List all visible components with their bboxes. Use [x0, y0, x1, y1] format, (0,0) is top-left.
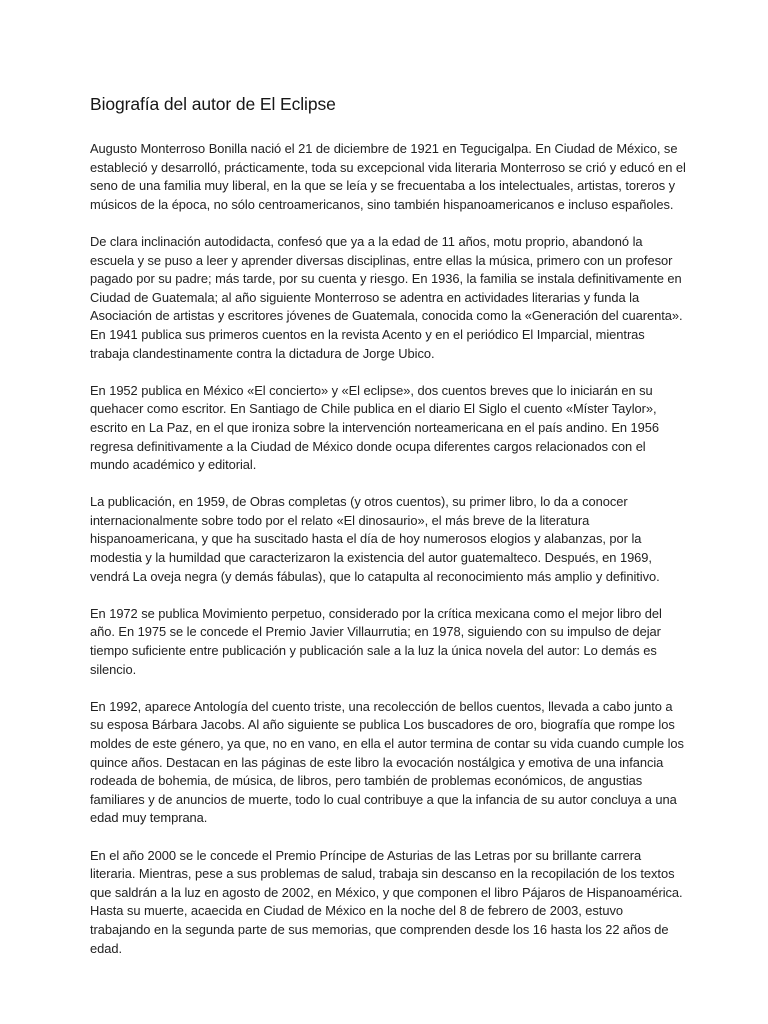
document-title: Biografía del autor de El Eclipse [90, 94, 336, 114]
paragraph-antologia: En 1992, aparece Antología del cuento triste, una recolección de bellos cuentos, llevada a cabo junto a su esposa Bárbara Jacobs. Al año siguiente se publica Los buscadores de oro, biografía que rompe los moldes de este género, ya que, no en vano, en ella el autor termina de contar su vida cuando cumple los quince años. Destacan en las páginas de este libro la evocación nostálgica y emotiva de una infancia rodeada de bohemia, de música, de libros, pero también de problemas económicos, de angustias familiares y de anuncios de muerte, todo lo cual contribuye a que la infancia de su autor concluya a una edad muy temprana. [90, 698, 684, 826]
paragraph-education: De clara inclinación autodidacta, confesó que ya a la edad de 11 años, motu proprio, abandonó la escuela y se puso a leer y aprender diversas disciplinas, entre ellas la música, primero con un profesor pagado por su padre; más tarde, por su cuenta y riesgo. En 1936, la familia se instala definitivamente en Ciudad de Guatemala; al año siguiente Monterroso se adentra en actividades literarias y funda la Asociación de artistas y escritores jóvenes de Guatemala, conocida como la «Generación del cuarenta». En 1941 publica sus primeros cuentos en la revista Acento y en el periódico El Imparcial, mientras trabaja clandestinamente contra la dictadura de Jorge Ubico. [90, 233, 683, 361]
paragraph-late-years: En el año 2000 se le concede el Premio Príncipe de Asturias de las Letras por su brillante carrera literaria. Mientras, pese a sus problemas de salud, trabaja sin descanso en la recopilación de los textos que saldrán a la luz en agosto de 2002, en México, y que componen el libro Pájaros de Hispanoamérica. Hasta su muerte, acaecida en Ciudad de México en la noche del 8 de febrero de 2003, estuvo trabajando en la segunda parte de sus memorias, que comprenden desde los 16 hasta los 22 años de edad. [90, 847, 683, 956]
paragraph-birth: Augusto Monterroso Bonilla nació el 21 de diciembre de 1921 en Tegucigalpa. En Ciudad de México, se estableció y desarrolló, prácticamente, toda su excepcional vida literaria Monterroso se crió y educó en el seno de una familia muy liberal, en la que se leía y se frecuentaba a los intelectuales, artistas, toreros y músicos de la época, no sólo centroamericanos, sino también hispanoamericanos e incluso españoles. [90, 141, 686, 212]
paragraph-movimiento-perpetuo: En 1972 se publica Movimiento perpetuo, considerado por la crítica mexicana como el mejor libro del año. En 1975 se le concede el Premio Javier Villaurrutia; en 1978, siguiendo con su impulso de dejar tiempo suficiente entre publicación y publicación sale a la luz la única novela del autor: Lo demás es silencio. [90, 605, 662, 677]
paragraph-first-book: La publicación, en 1959, de Obras completas (y otros cuentos), su primer libro, lo da a conocer internacionalmente sobre todo por el relato «El dinosaurio», el más breve de la literatura hispanoamericana, y que ha suscitado hasta el día de hoy numerosos elogios y alabanzas, por la modestia y la humildad que caracterizaron la existencia del autor guatemalteco. Después, en 1969, vendrá La oveja negra (y demás fábulas), que lo catapulta al reconocimiento más amplio y definitivo. [90, 494, 660, 584]
paragraph-first-stories: En 1952 publica en México «El concierto» y «El eclipse», dos cuentos breves que lo iniciarán en su quehacer como escritor. En Santiago de Chile publica en el diario El Siglo el cuento «Míster Taylor», escrito en La Paz, en el que ironiza sobre la intervención norteamericana en el país andino. En 1956 regresa definitivamente a la Ciudad de México donde ocupa diferentes cargos relacionados con el mundo académico y editorial. [90, 382, 659, 473]
